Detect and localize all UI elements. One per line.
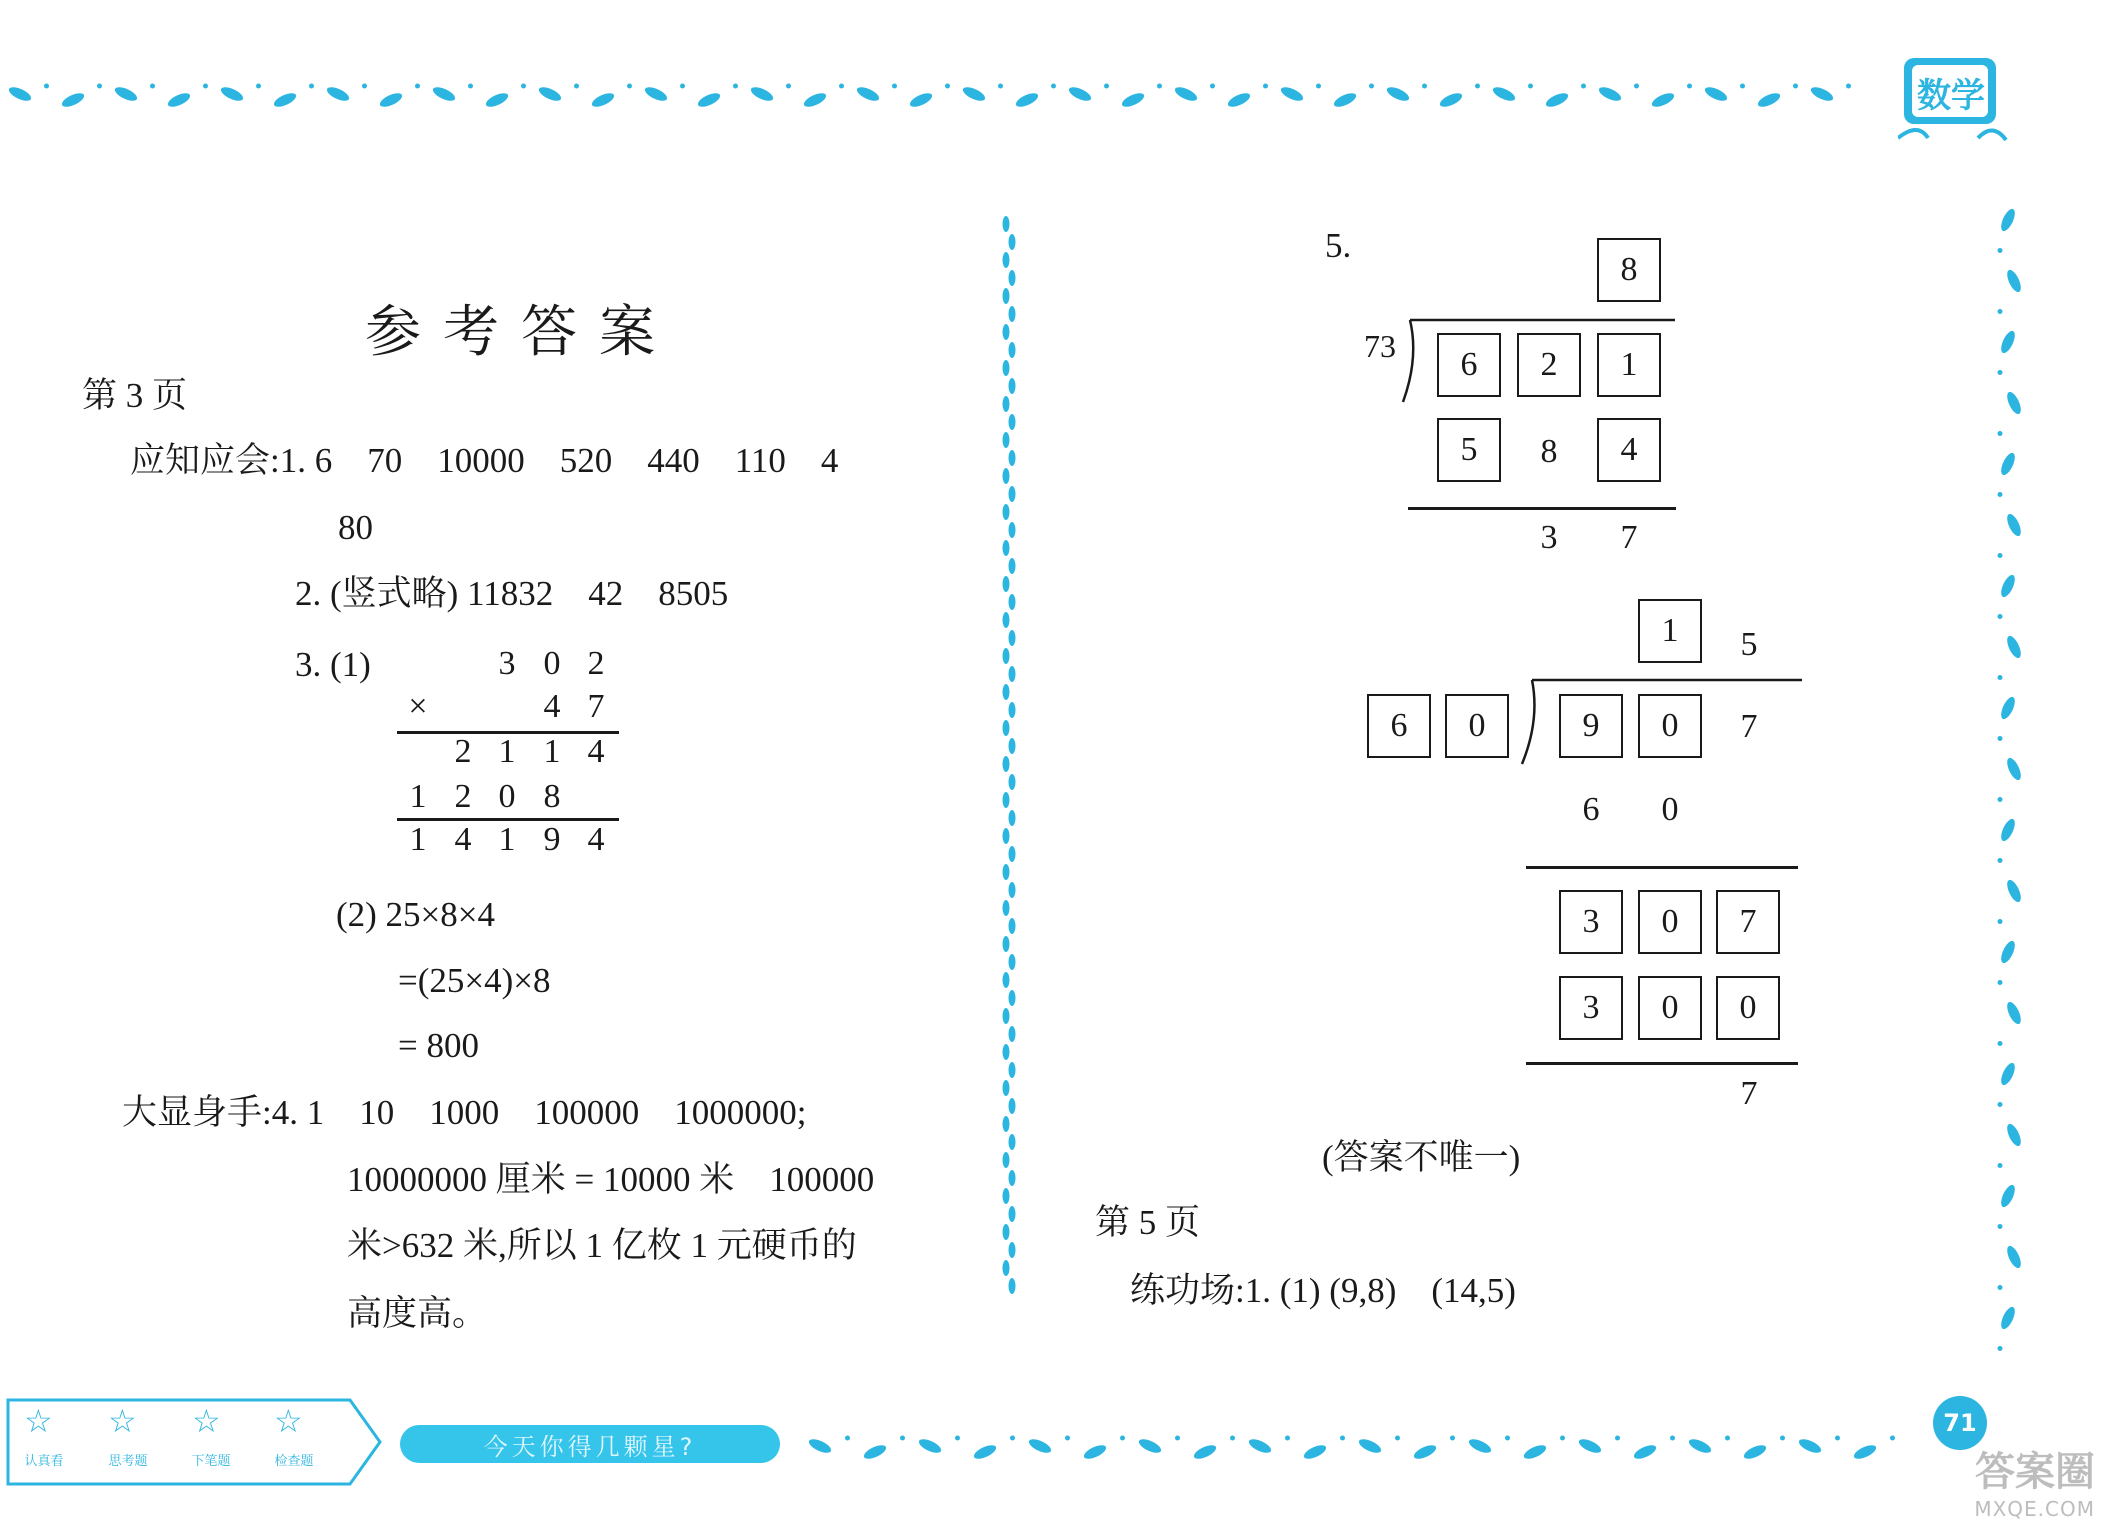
divider-dash xyxy=(1003,540,1010,556)
border-dot xyxy=(1175,1436,1180,1441)
step-box: 0 xyxy=(1638,976,1702,1040)
border-dot xyxy=(1998,1102,2003,1107)
divider-dash xyxy=(1003,396,1010,412)
divider-dash xyxy=(1003,900,1010,916)
border-dot xyxy=(1051,84,1056,89)
divider-dash xyxy=(1009,522,1016,538)
border-dot xyxy=(1120,1436,1125,1441)
step-digit: 0 xyxy=(1661,791,1679,828)
border-dot xyxy=(1998,675,2003,680)
divider-dash xyxy=(1003,432,1010,448)
divider-dash xyxy=(1009,1278,1016,1294)
divider-dash xyxy=(1003,1080,1010,1096)
border-dot xyxy=(256,84,261,89)
border-dot xyxy=(1615,1436,1620,1441)
page-title: 参考答案 xyxy=(365,300,677,365)
border-dash xyxy=(2004,268,2023,294)
divider-dash xyxy=(1009,306,1016,322)
footer-pill: 今天你得几颗星? xyxy=(400,1425,780,1463)
border-dash xyxy=(1797,1436,1823,1455)
border-dash xyxy=(1687,1436,1713,1455)
remainder-digit: 3 xyxy=(1540,519,1558,556)
mult-digit: 1 xyxy=(498,733,516,770)
divider-dash xyxy=(1003,1188,1010,1204)
divider-dash xyxy=(1003,684,1010,700)
q1-line2: 80 xyxy=(338,508,373,547)
border-dash xyxy=(1852,1442,1878,1461)
border-dash xyxy=(378,90,404,109)
border-dash xyxy=(1173,84,1199,103)
border-dash xyxy=(1082,1442,1108,1461)
border-dash xyxy=(855,84,881,103)
divider-dash xyxy=(1003,1044,1010,1060)
border-dot xyxy=(998,84,1003,89)
border-dot xyxy=(1998,980,2003,985)
mult-digit: 2 xyxy=(587,645,605,682)
divider-dash xyxy=(1009,1170,1016,1186)
border-dot xyxy=(1998,431,2003,436)
border-dash xyxy=(113,84,139,103)
border-dash xyxy=(1998,1061,2017,1087)
divider-dash xyxy=(1003,1116,1010,1132)
border-dot xyxy=(44,84,49,89)
border-dash xyxy=(807,1436,833,1455)
border-dot xyxy=(1230,1436,1235,1441)
divider-dash xyxy=(1009,1098,1016,1114)
border-dot xyxy=(1395,1436,1400,1441)
mult-digit: 9 xyxy=(543,821,561,858)
border-dot xyxy=(955,1436,960,1441)
border-dash xyxy=(1998,695,2017,721)
q2: 2. (竖式略) 11832 42 8505 xyxy=(295,574,729,613)
mult-digit: 4 xyxy=(543,688,561,725)
border-dash xyxy=(961,84,987,103)
border-dot xyxy=(1104,84,1109,89)
border-dash xyxy=(7,84,33,103)
border-dash xyxy=(2004,1122,2023,1148)
divider-dash xyxy=(1009,234,1016,250)
divider-dash xyxy=(1009,558,1016,574)
border-dot xyxy=(1998,797,2003,802)
divider-dash xyxy=(1009,1206,1016,1222)
q4-line1: 大显身手:4. 1 10 1000 100000 1000000; xyxy=(122,1093,807,1132)
border-dash xyxy=(2004,1244,2023,1270)
border-dash xyxy=(1247,1436,1273,1455)
border-dash xyxy=(1809,84,1835,103)
border-dash xyxy=(1067,84,1093,103)
border-dot xyxy=(733,84,738,89)
divider-dash xyxy=(1009,774,1016,790)
step-box: 3 xyxy=(1559,890,1623,954)
border-dash xyxy=(1998,207,2017,233)
division-rule xyxy=(1526,866,1798,869)
border-dash xyxy=(1412,1442,1438,1461)
divider-dash xyxy=(1009,342,1016,358)
divider-dash xyxy=(1003,1008,1010,1024)
divider-dash xyxy=(1009,1062,1016,1078)
border-dash xyxy=(484,90,510,109)
divider-dash xyxy=(1003,468,1010,484)
divider-dash xyxy=(1003,972,1010,988)
mult-digit: 4 xyxy=(454,821,472,858)
mult-digit: 1 xyxy=(409,778,427,815)
border-dash xyxy=(1120,90,1146,109)
border-dot xyxy=(1998,1346,2003,1351)
border-dot xyxy=(150,84,155,89)
divider-dash xyxy=(1003,1152,1010,1168)
border-dot xyxy=(839,84,844,89)
divider-dash xyxy=(1009,846,1016,862)
border-dash xyxy=(2004,1000,2023,1026)
border-dash xyxy=(1226,90,1252,109)
divider-dash xyxy=(1003,648,1010,664)
border-dash xyxy=(1014,90,1040,109)
q5-label: 5. xyxy=(1325,226,1352,265)
border-dash xyxy=(1279,84,1305,103)
border-dot xyxy=(1560,1436,1565,1441)
divider-dash xyxy=(1009,990,1016,1006)
border-dash xyxy=(1742,1442,1768,1461)
border-dash xyxy=(1632,1442,1658,1461)
border-dot xyxy=(786,84,791,89)
dividend-box: 9 xyxy=(1559,694,1623,758)
divider-dash xyxy=(1009,450,1016,466)
border-dash xyxy=(643,84,669,103)
mult-digit: 1 xyxy=(543,733,561,770)
dividend-box: 6 xyxy=(1437,333,1501,397)
divider-dash xyxy=(1009,630,1016,646)
border-dash xyxy=(272,90,298,109)
border-dot xyxy=(1065,1436,1070,1441)
product-digit: 8 xyxy=(1540,433,1558,470)
mult-digit: 2 xyxy=(454,733,472,770)
product-box: 4 xyxy=(1597,418,1661,482)
mult-digit: 8 xyxy=(543,778,561,815)
border-dot xyxy=(845,1436,850,1441)
divider-dash xyxy=(1009,882,1016,898)
divisor-box: 6 xyxy=(1367,694,1431,758)
border-dash xyxy=(1998,1305,2017,1331)
border-dash xyxy=(1998,939,2017,965)
divider-dash xyxy=(1009,1242,1016,1258)
border-dot xyxy=(574,84,579,89)
page5-heading: 第 5 页 xyxy=(1095,1203,1201,1242)
border-dot xyxy=(1340,1436,1345,1441)
border-dot xyxy=(1846,84,1851,89)
mult-digit: 1 xyxy=(409,821,427,858)
star-label: 检查题 xyxy=(274,1454,314,1469)
border-dot xyxy=(1793,84,1798,89)
divider-dash xyxy=(1003,612,1010,628)
border-dot xyxy=(415,84,420,89)
border-dash xyxy=(1998,451,2017,477)
border-dash xyxy=(1522,1442,1548,1461)
border-dash xyxy=(431,84,457,103)
bottom-dotted-border xyxy=(800,1420,1930,1470)
border-dot xyxy=(1725,1436,1730,1441)
border-dash xyxy=(2004,878,2023,904)
border-dash xyxy=(60,90,86,109)
division-rule xyxy=(1408,507,1676,510)
border-dash xyxy=(1467,1436,1493,1455)
border-dash xyxy=(1192,1442,1218,1461)
star-label: 下笔题 xyxy=(191,1454,231,1469)
watermark xyxy=(1925,1440,2095,1530)
star-icon: ☆ xyxy=(274,1402,303,1440)
border-dot xyxy=(1422,84,1427,89)
border-dash xyxy=(1491,84,1517,103)
border-dot xyxy=(1998,248,2003,253)
q4-line2: 10000000 厘米 = 10000 米 100000 xyxy=(347,1160,875,1199)
divider-dash xyxy=(1009,738,1016,754)
q4-line3: 米>632 米,所以 1 亿枚 1 元硬币的 xyxy=(347,1226,857,1265)
q3b-line3: = 800 xyxy=(398,1026,479,1065)
border-dash xyxy=(1332,90,1358,109)
divider-dash xyxy=(1009,954,1016,970)
border-dot xyxy=(1581,84,1586,89)
divider-dash xyxy=(1003,1224,1010,1240)
border-dot xyxy=(1285,1436,1290,1441)
border-dash xyxy=(325,84,351,103)
subject-badge xyxy=(1898,52,2008,144)
border-dash xyxy=(1302,1442,1328,1461)
border-dash xyxy=(1703,84,1729,103)
divider-dash xyxy=(1003,504,1010,520)
border-dot xyxy=(1369,84,1374,89)
border-dot xyxy=(1670,1436,1675,1441)
q3b-line2: =(25×4)×8 xyxy=(398,961,551,1000)
border-dash xyxy=(1998,329,2017,355)
star-label: 认真看 xyxy=(24,1454,64,1469)
border-dash xyxy=(862,1442,888,1461)
border-dash xyxy=(1357,1436,1383,1455)
border-dash xyxy=(1137,1436,1163,1455)
divider-dash xyxy=(1009,702,1016,718)
mult-times: × xyxy=(408,688,428,725)
border-dash xyxy=(917,1436,943,1455)
divider-dash xyxy=(1009,1134,1016,1150)
quotient-digit: 5 xyxy=(1740,626,1758,663)
star-icon: ☆ xyxy=(108,1402,137,1440)
border-dot xyxy=(1998,370,2003,375)
border-dash xyxy=(166,90,192,109)
dividend-box: 1 xyxy=(1597,333,1661,397)
border-dot xyxy=(468,84,473,89)
border-dot xyxy=(1210,84,1215,89)
divider-dash xyxy=(1009,594,1016,610)
border-dot xyxy=(1687,84,1692,89)
border-dot xyxy=(1475,84,1480,89)
division-rule xyxy=(1526,1062,1798,1065)
divider-dash xyxy=(1003,324,1010,340)
border-dot xyxy=(1998,736,2003,741)
quotient-box: 1 xyxy=(1638,599,1702,663)
divider-dash xyxy=(1003,216,1010,232)
q3b-line1: (2) 25×8×4 xyxy=(336,895,496,934)
divider-dash xyxy=(1003,828,1010,844)
border-dash xyxy=(2004,512,2023,538)
border-dash xyxy=(1998,573,2017,599)
center-divider xyxy=(994,215,1024,1315)
border-dot xyxy=(1634,84,1639,89)
step-box: 0 xyxy=(1638,890,1702,954)
step-digit: 6 xyxy=(1582,791,1600,828)
divider-dash xyxy=(1003,1260,1010,1276)
border-dot xyxy=(1998,1285,2003,1290)
divider-dash xyxy=(1003,288,1010,304)
dividend-box: 2 xyxy=(1517,333,1581,397)
border-dash xyxy=(1577,1436,1603,1455)
border-dash xyxy=(802,90,828,109)
border-dot xyxy=(627,84,632,89)
practice-line: 练功场:1. (1) (9,8) (14,5) xyxy=(1130,1271,1516,1310)
divider-dash xyxy=(1009,918,1016,934)
border-dot xyxy=(1263,84,1268,89)
border-dash xyxy=(908,90,934,109)
star-label: 思考题 xyxy=(108,1454,148,1469)
border-dot xyxy=(1450,1436,1455,1441)
divisor-box: 0 xyxy=(1445,694,1509,758)
divider-dash xyxy=(1003,864,1010,880)
quotient-box: 8 xyxy=(1597,238,1661,302)
border-dot xyxy=(203,84,208,89)
divider-dash xyxy=(1009,1026,1016,1042)
border-dot xyxy=(1998,492,2003,497)
border-dot xyxy=(1998,919,2003,924)
border-dash xyxy=(2004,390,2023,416)
mult-digit: 2 xyxy=(454,778,472,815)
watermark-title: 答案圈 xyxy=(1975,1449,2095,1495)
border-dot xyxy=(1780,1436,1785,1441)
border-dash xyxy=(1650,90,1676,109)
border-dot xyxy=(97,84,102,89)
border-dot xyxy=(945,84,950,89)
mult-digit: 3 xyxy=(498,645,516,682)
divisor: 73 xyxy=(1364,328,1396,364)
border-dot xyxy=(1505,1436,1510,1441)
border-dash xyxy=(1756,90,1782,109)
top-dotted-border xyxy=(0,60,1880,120)
product-box: 5 xyxy=(1437,418,1501,482)
border-dash xyxy=(1544,90,1570,109)
divider-dash xyxy=(1003,576,1010,592)
border-dash xyxy=(2004,634,2023,660)
border-dash xyxy=(1385,84,1411,103)
divider-dash xyxy=(1003,252,1010,268)
mult-digit: 7 xyxy=(587,688,605,725)
divider-dash xyxy=(1009,666,1016,682)
border-dash xyxy=(1597,84,1623,103)
divider-dash xyxy=(1009,486,1016,502)
divider-dash xyxy=(1003,360,1010,376)
divider-dash xyxy=(1003,936,1010,952)
border-dash xyxy=(749,84,775,103)
q4-line4: 高度高。 xyxy=(347,1294,488,1333)
border-dot xyxy=(892,84,897,89)
watermark-url: MXQE.COM xyxy=(1974,1497,2095,1521)
border-dot xyxy=(1157,84,1162,89)
dividend-box: 0 xyxy=(1638,694,1702,758)
border-dash xyxy=(590,90,616,109)
mult-digit: 0 xyxy=(498,778,516,815)
border-dash xyxy=(1438,90,1464,109)
q1-line1: 应知应会:1. 6 70 10000 520 440 110 4 xyxy=(130,441,839,480)
border-dot xyxy=(1010,1436,1015,1441)
page3-heading: 第 3 页 xyxy=(82,376,188,415)
step-box: 7 xyxy=(1716,890,1780,954)
star-icon: ☆ xyxy=(192,1402,221,1440)
divider-dash xyxy=(1003,792,1010,808)
border-dash xyxy=(1998,1183,2017,1209)
border-dot xyxy=(1998,1224,2003,1229)
border-dash xyxy=(219,84,245,103)
step-box: 3 xyxy=(1559,976,1623,1040)
border-dot xyxy=(309,84,314,89)
border-dot xyxy=(1316,84,1321,89)
right-dotted-border xyxy=(1990,200,2030,1380)
border-dot xyxy=(1998,1041,2003,1046)
remainder-digit: 7 xyxy=(1620,519,1638,556)
border-dot xyxy=(1998,1163,2003,1168)
page-number: 71 xyxy=(1933,1396,1987,1450)
border-dash xyxy=(972,1442,998,1461)
divider-dash xyxy=(1009,810,1016,826)
border-dash xyxy=(1998,817,2017,843)
border-dash xyxy=(2004,756,2023,782)
border-dot xyxy=(1890,1436,1895,1441)
border-dash xyxy=(1027,1436,1053,1455)
border-dot xyxy=(1528,84,1533,89)
step-box: 0 xyxy=(1716,976,1780,1040)
border-dash xyxy=(696,90,722,109)
border-dot xyxy=(1998,309,2003,314)
border-dot xyxy=(1740,84,1745,89)
badge-label: 数学 xyxy=(1917,76,1985,116)
dividend-digit: 7 xyxy=(1740,708,1758,745)
mult-digit: 1 xyxy=(498,821,516,858)
border-dot xyxy=(521,84,526,89)
border-dot xyxy=(900,1436,905,1441)
border-dot xyxy=(1998,614,2003,619)
q3-label: 3. (1) xyxy=(295,645,371,684)
border-dot xyxy=(1835,1436,1840,1441)
divider-dash xyxy=(1003,756,1010,772)
divider-dash xyxy=(1003,720,1010,736)
divider-dash xyxy=(1009,378,1016,394)
border-dot xyxy=(1998,858,2003,863)
mult-digit: 4 xyxy=(587,733,605,770)
mult-digit: 0 xyxy=(543,645,561,682)
border-dot xyxy=(1998,553,2003,558)
remainder-digit: 7 xyxy=(1740,1075,1758,1112)
border-dot xyxy=(680,84,685,89)
answer-note: (答案不唯一) xyxy=(1322,1138,1521,1177)
divider-dash xyxy=(1009,270,1016,286)
divider-dash xyxy=(1009,414,1016,430)
border-dash xyxy=(537,84,563,103)
star-icon: ☆ xyxy=(24,1402,53,1440)
border-dot xyxy=(362,84,367,89)
mult-digit: 4 xyxy=(587,821,605,858)
